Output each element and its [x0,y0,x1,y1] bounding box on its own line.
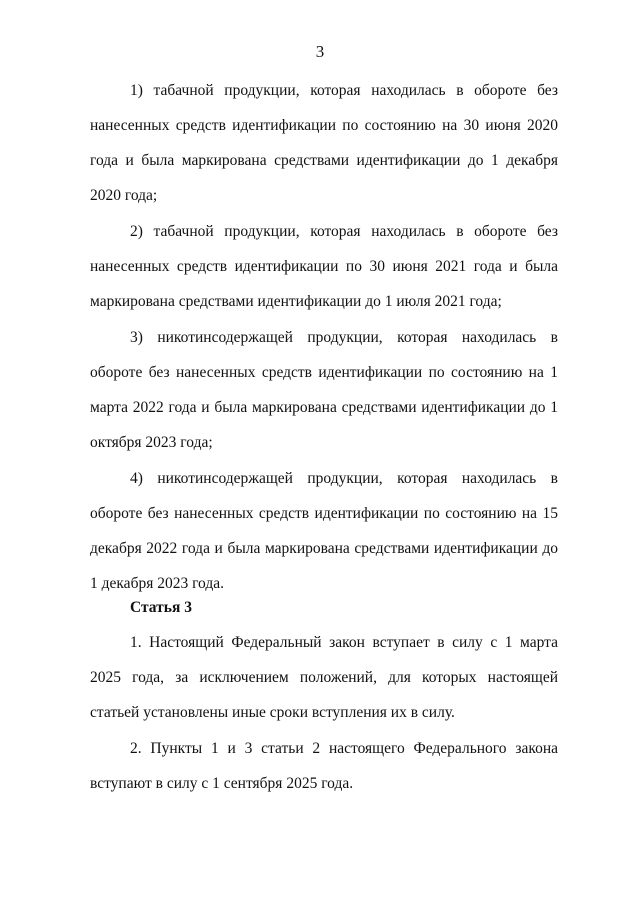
article-paragraph: 1. Настоящий Федеральный закон вступает в силу с 1 марта 2025 года, за исключением положений, для которых настоящей статьей установлены иные сроки вступления их в силу. [90,634,558,721]
list-item: 3) никотинсодержащей продукции, которая находилась в обороте без нанесенных средств идентификации по состоянию на 1 марта 2022 года и была маркирована средствами идентификации до 1 октября 2023 года; [90,329,558,451]
list-item: 4) никотинсодержащей продукции, которая находилась в обороте без нанесенных средств идентификации по состоянию на 15 декабря 2022 года и была маркирована средствами идентификации до 1 декабря 2023 года. [90,470,558,592]
list-item: 2) табачной продукции, которая находилась в обороте без нанесенных средств идентификации по 30 июня 2021 года и была маркирована средствами идентификации до 1 июля 2021 года; [90,223,558,310]
list-item: 1) табачной продукции, которая находилась в обороте без нанесенных средств идентификации по состоянию на 30 июня 2020 года и была маркирована средствами идентификации до 1 декабря 2020 года; [90,82,558,204]
article-heading: Статья 3 [130,599,192,616]
list-items [90,73,558,601]
article-body [90,625,558,801]
article-paragraph: 2. Пункты 1 и 3 статьи 2 настоящего Федерального закона вступают в силу с 1 сентября 2025 года. [90,740,558,792]
page-number: 3 [315,42,325,61]
